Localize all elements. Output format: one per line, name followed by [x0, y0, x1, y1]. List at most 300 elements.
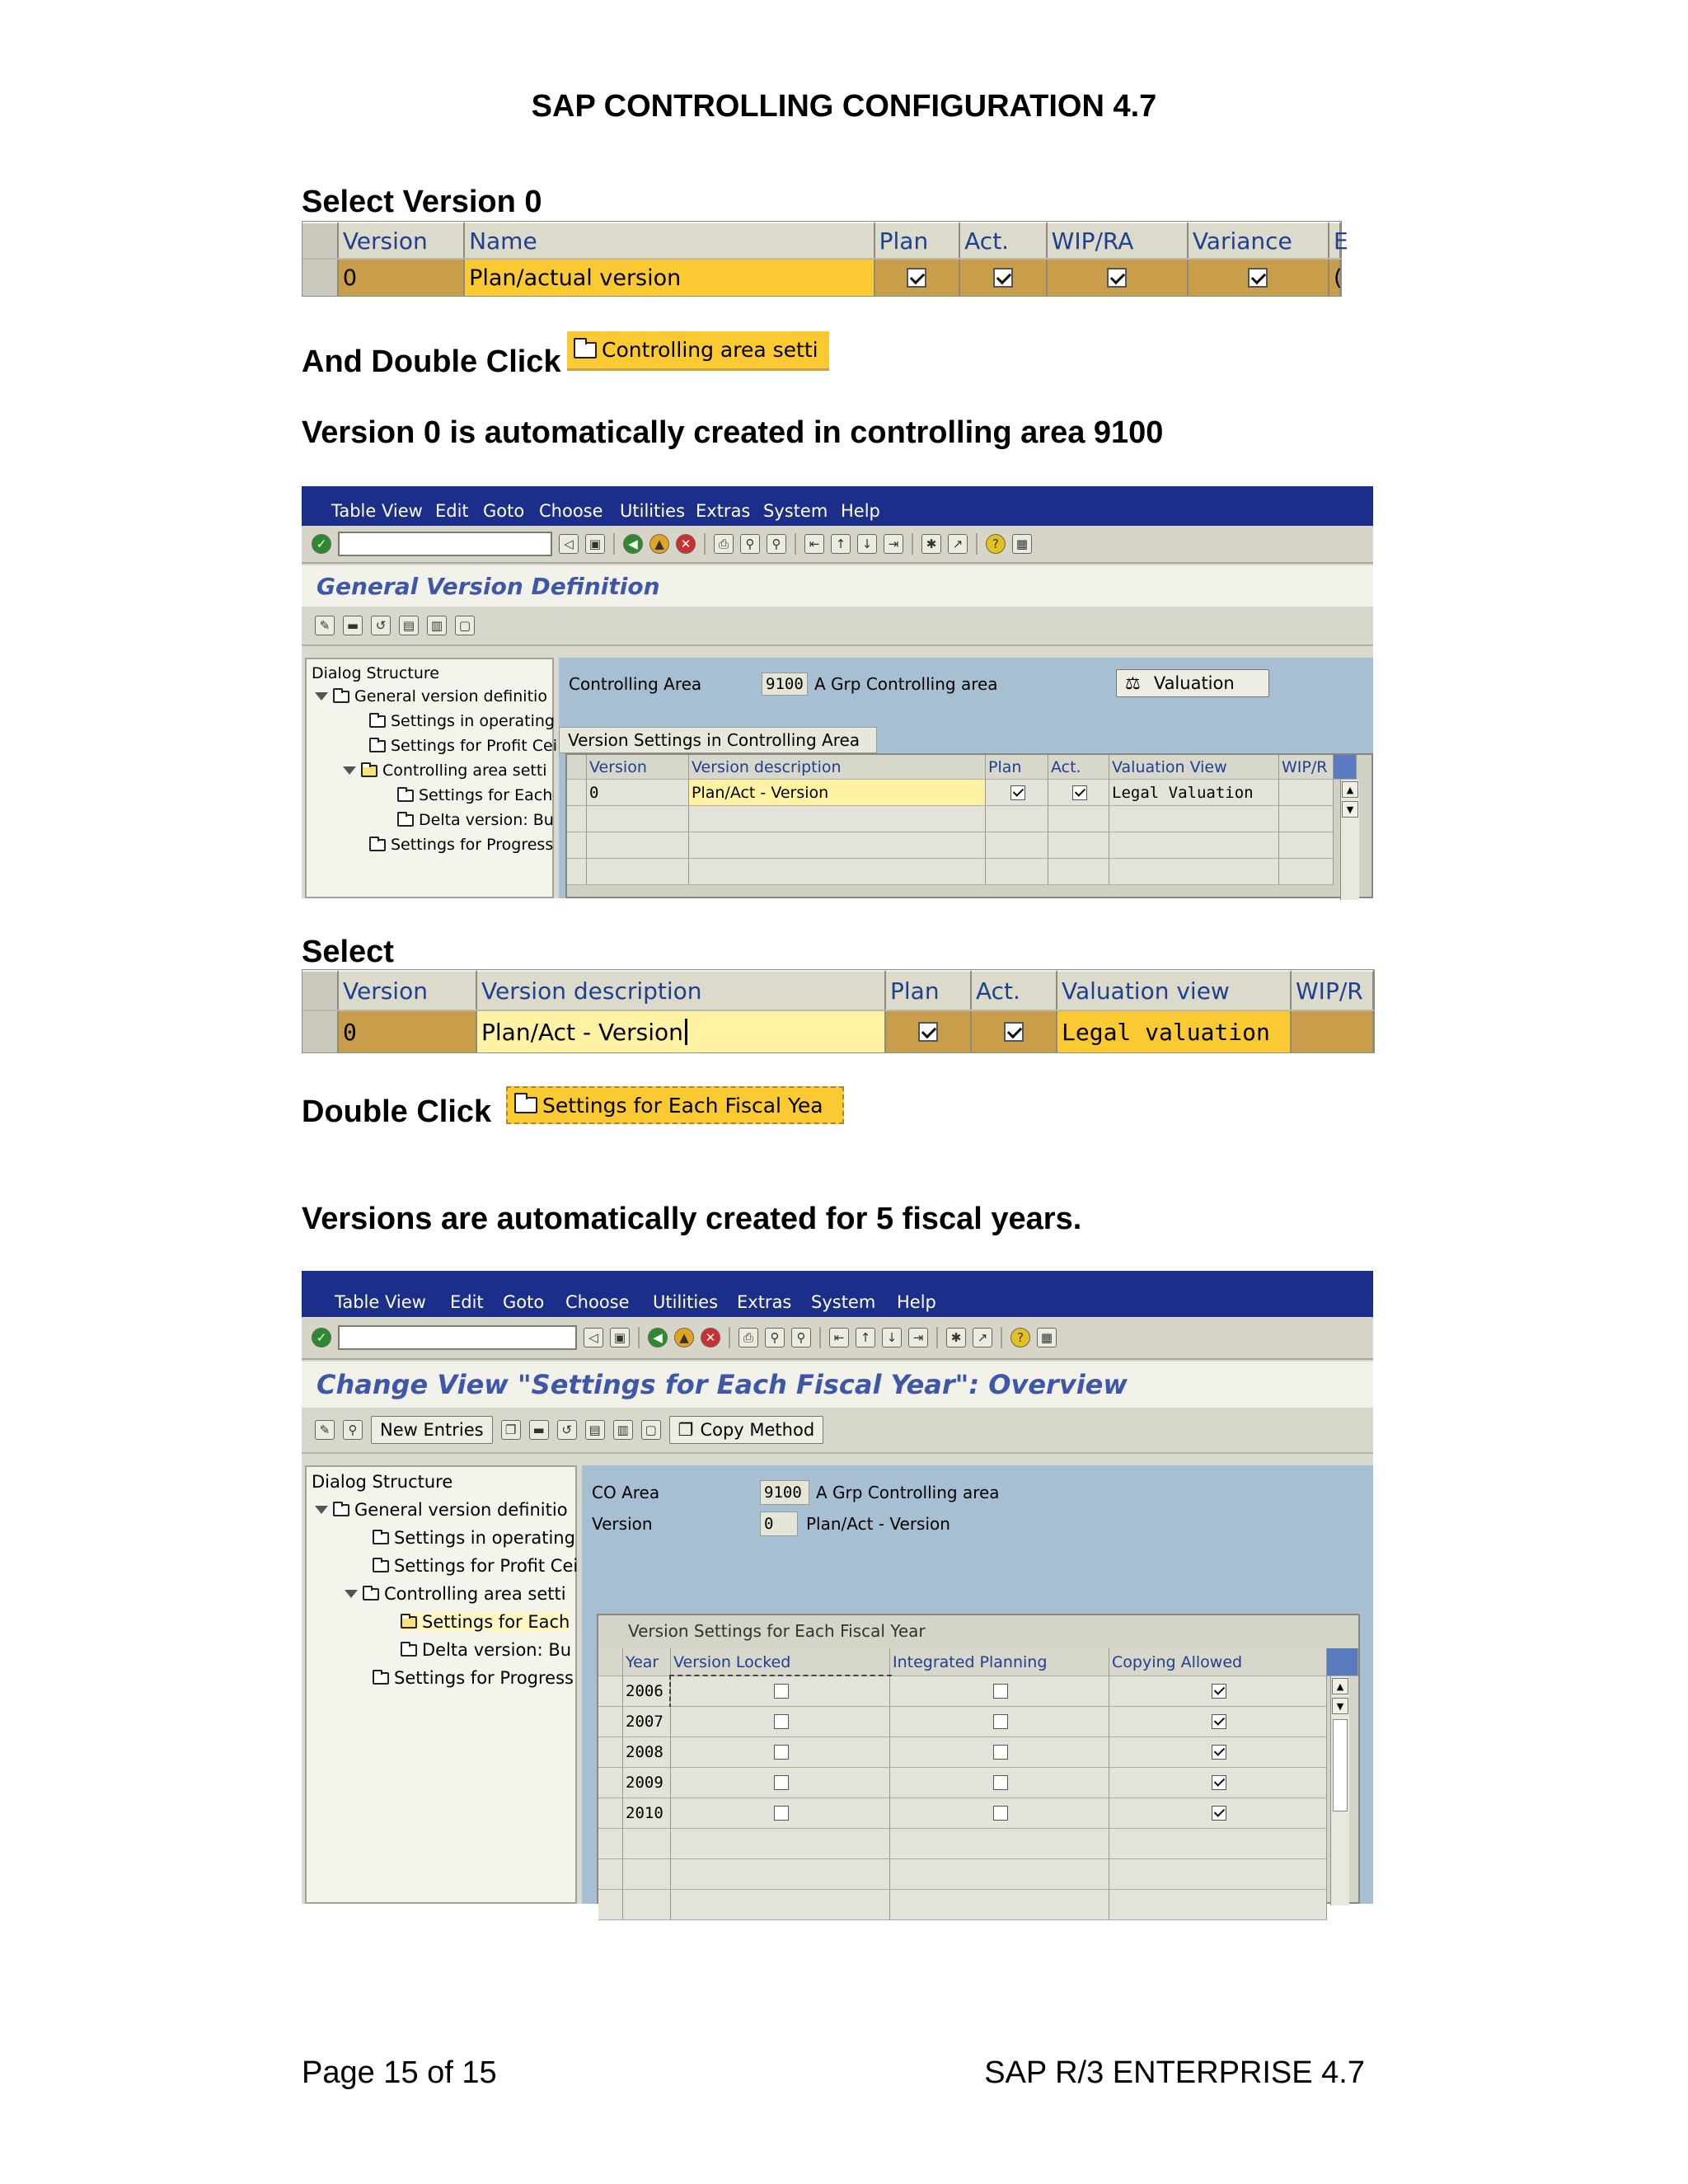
grid-title: Version Settings for Each Fiscal Year	[628, 1621, 926, 1641]
version-cell[interactable]: 0	[587, 780, 689, 806]
tree-node-label: Settings for Each	[422, 1612, 570, 1632]
toolbar-separator	[638, 1327, 640, 1348]
year-cell[interactable]: 2008	[623, 1737, 671, 1768]
print-icon[interactable]: ⎙	[738, 1328, 758, 1347]
help-icon[interactable]: ?	[986, 534, 1006, 554]
application-toolbar	[302, 1408, 1373, 1454]
copying-allowed-checkbox[interactable]	[1212, 1806, 1226, 1821]
change-display-icon[interactable]: ✎	[315, 616, 335, 635]
delete-icon[interactable]: ▬	[343, 616, 363, 635]
plan-checkbox[interactable]	[918, 1022, 938, 1042]
layout-menu-icon[interactable]: ▦	[1037, 1328, 1057, 1347]
col-year[interactable]: Year	[623, 1648, 671, 1676]
menu-choose[interactable]: Choose	[539, 501, 603, 521]
exit-icon[interactable]: ▲	[649, 534, 669, 554]
deselect-all-icon[interactable]: ▢	[455, 616, 475, 635]
scroll-up-icon[interactable]: ▲	[1332, 1678, 1348, 1694]
cancel-icon[interactable]: ✕	[701, 1328, 720, 1347]
create-session-icon[interactable]: ✱	[921, 534, 941, 554]
year-cell[interactable]: 2010	[623, 1798, 671, 1829]
toolbar-separator	[729, 1327, 730, 1348]
vertical-scrollbar[interactable]	[1340, 780, 1359, 900]
col-valuation-view[interactable]: Valuation view	[1057, 970, 1292, 1010]
act-cell	[1048, 780, 1109, 806]
copying-allowed-cell	[1109, 1829, 1327, 1859]
scroll-up-icon[interactable]: ▲	[1342, 781, 1358, 798]
table-row[interactable]	[302, 260, 1341, 296]
plan-checkbox[interactable]	[1010, 785, 1025, 800]
back-icon[interactable]: ◀	[648, 1328, 668, 1347]
table-row[interactable]	[598, 1890, 1327, 1920]
tree-node-delta-version[interactable]	[397, 811, 554, 829]
version-label: Version	[592, 1514, 653, 1534]
menu-edit[interactable]: Edit	[450, 1292, 484, 1312]
standard-toolbar	[302, 526, 1373, 564]
create-session-icon[interactable]: ✱	[946, 1328, 966, 1347]
wip-checkbox[interactable]	[1107, 268, 1127, 288]
sap-window-fiscal-year-overview	[302, 1271, 1373, 1904]
enter-icon[interactable]: ✓	[312, 534, 331, 554]
row-selector[interactable]	[598, 1890, 623, 1920]
table-row[interactable]	[567, 859, 1334, 885]
tree-node-label: Settings for Each	[419, 786, 553, 804]
copying-allowed-cell	[1109, 1890, 1327, 1920]
sap-window-general-version-definition	[302, 486, 1373, 898]
version-locked-cell	[671, 1890, 890, 1920]
expand-icon[interactable]	[343, 766, 356, 775]
version-description-strip	[302, 969, 1375, 1053]
delete-icon[interactable]: ▬	[529, 1420, 549, 1440]
table-row[interactable]	[598, 1737, 1327, 1768]
col-plan[interactable]: Plan	[886, 970, 972, 1010]
copy-as-icon[interactable]: ❐	[501, 1420, 521, 1440]
controlling-area-settings-node[interactable]	[567, 331, 829, 371]
main-area	[559, 658, 1373, 898]
table-row[interactable]	[598, 1798, 1327, 1829]
back-arrow-icon[interactable]: ◁	[584, 1328, 603, 1347]
integrated-planning-cell	[890, 1859, 1109, 1890]
back-arrow-icon[interactable]: ◁	[559, 534, 579, 554]
table-row[interactable]	[567, 806, 1334, 832]
undo-icon[interactable]: ↺	[371, 616, 391, 635]
find-next-icon[interactable]: ⚲	[791, 1328, 811, 1347]
co-area-description: A Grp Controlling area	[814, 674, 998, 694]
version-locked-cell	[671, 1707, 890, 1737]
col-truncated[interactable]: E	[1329, 222, 1341, 258]
tree-node-settings-progress[interactable]	[373, 1668, 574, 1688]
tree-node-label: Settings for Progress	[391, 836, 554, 854]
dialog-structure-panel	[305, 1465, 577, 1904]
plan-cell	[886, 1011, 972, 1052]
col-wip-r[interactable]: WIP/R	[1279, 755, 1334, 780]
select-block-icon[interactable]: ▥	[427, 616, 447, 635]
col-variance[interactable]: Variance	[1189, 222, 1329, 258]
col-act[interactable]: Act.	[1048, 755, 1109, 780]
plan-cell	[986, 780, 1048, 806]
screen-title: General Version Definition	[302, 565, 1373, 607]
menu-bar	[302, 486, 1373, 526]
table-settings-icon[interactable]	[1334, 755, 1357, 780]
row-selector[interactable]	[598, 1768, 623, 1798]
col-version-description[interactable]: Version description	[689, 755, 986, 780]
folder-icon	[373, 1560, 389, 1572]
new-entries-button[interactable]: New Entries	[371, 1416, 493, 1444]
step-select: Select	[302, 935, 394, 969]
screen-title: Change View "Settings for Each Fiscal Year": Overview	[302, 1361, 1373, 1408]
version-cell[interactable]: 0	[339, 1011, 477, 1052]
version-locked-cell	[671, 1829, 890, 1859]
change-display-icon[interactable]: ✎	[315, 1420, 335, 1440]
version-description-value: Plan/Act - Version	[481, 1018, 683, 1046]
variance-cell	[1189, 260, 1329, 296]
version-locked-checkbox[interactable]	[774, 1684, 789, 1699]
undo-icon[interactable]: ↺	[557, 1420, 577, 1440]
folder-icon	[369, 839, 386, 851]
toolbar-separator	[795, 533, 796, 555]
tree-node-label: Settings in operating	[391, 712, 555, 730]
copying-allowed-checkbox[interactable]	[1212, 1714, 1226, 1729]
settings-each-fiscal-year-node[interactable]	[506, 1086, 844, 1124]
copying-allowed-cell	[1109, 1737, 1327, 1768]
co-area-value[interactable]: 9100	[760, 1480, 809, 1505]
menu-choose[interactable]: Choose	[565, 1292, 630, 1312]
folder-icon	[369, 740, 386, 752]
col-version[interactable]: Version	[339, 222, 465, 258]
row-selector-header	[302, 970, 339, 1010]
cancel-icon[interactable]: ✕	[676, 534, 696, 554]
folder-icon	[373, 1672, 389, 1685]
table-row[interactable]	[598, 1829, 1327, 1859]
version-locked-checkbox[interactable]	[774, 1745, 789, 1760]
version-locked-checkbox[interactable]	[774, 1806, 789, 1821]
help-icon[interactable]: ?	[1010, 1328, 1030, 1347]
tree-node-label: Delta version: Bu	[422, 1640, 572, 1660]
act-checkbox[interactable]	[993, 268, 1013, 288]
co-area-description: A Grp Controlling area	[816, 1483, 1000, 1502]
col-act[interactable]: Act.	[960, 222, 1048, 258]
wip-cell[interactable]	[1279, 780, 1334, 806]
year-cell[interactable]: 2006	[623, 1676, 671, 1707]
print-icon[interactable]: ⎙	[714, 534, 734, 554]
integrated-planning-checkbox[interactable]	[993, 1745, 1008, 1760]
folder-icon	[363, 1588, 379, 1601]
layout-menu-icon[interactable]: ▦	[1012, 534, 1032, 554]
col-copying-allowed[interactable]: Copying Allowed	[1109, 1648, 1327, 1676]
version-locked-cell	[671, 1737, 890, 1768]
menu-table-view[interactable]: Table View	[335, 1292, 426, 1312]
integrated-planning-checkbox[interactable]	[993, 1684, 1008, 1699]
folder-icon	[574, 342, 597, 359]
scroll-down-icon[interactable]: ▼	[1332, 1698, 1348, 1714]
step-double-click-1: And Double Click	[302, 344, 561, 379]
integrated-planning-cell	[890, 1707, 1109, 1737]
shortcut-icon[interactable]: ↗	[973, 1328, 992, 1347]
row-selector[interactable]	[302, 260, 339, 296]
col-version[interactable]: Version	[587, 755, 689, 780]
tree-node-label: Controlling area setti	[384, 1584, 566, 1604]
previous-page-icon[interactable]: ↑	[856, 1328, 875, 1347]
col-valuation-view[interactable]: Valuation View	[1109, 755, 1279, 780]
command-field[interactable]	[338, 1325, 577, 1350]
integrated-planning-cell	[890, 1676, 1109, 1707]
copy-method-button[interactable]	[669, 1416, 824, 1444]
copying-allowed-checkbox[interactable]	[1212, 1775, 1226, 1790]
row-selector[interactable]	[598, 1707, 623, 1737]
scroll-down-icon[interactable]: ▼	[1342, 801, 1358, 818]
copying-allowed-cell	[1109, 1676, 1327, 1707]
dialog-structure-header: Dialog Structure	[312, 1472, 453, 1492]
row-selector-header	[302, 222, 339, 258]
plan-checkbox[interactable]	[907, 268, 926, 288]
menu-table-view[interactable]: Table View	[331, 501, 423, 521]
last-page-icon[interactable]: ⇥	[884, 534, 903, 554]
valuation-view-cell[interactable]: Legal valuation	[1057, 1011, 1292, 1052]
valuation-view-cell[interactable]: Legal Valuation	[1109, 780, 1279, 806]
tree-node-label: General version definitio	[354, 687, 547, 705]
tree-node-label: Settings in operating	[394, 1528, 575, 1548]
year-cell[interactable]	[623, 1859, 671, 1890]
co-area-label: Controlling Area	[569, 674, 702, 694]
next-page-icon[interactable]: ↓	[882, 1328, 902, 1347]
integrated-planning-checkbox[interactable]	[993, 1714, 1008, 1729]
last-page-icon[interactable]: ⇥	[908, 1328, 928, 1347]
grid-selector-header	[567, 755, 587, 780]
wip-cell	[1048, 260, 1189, 296]
tree-node-general-version[interactable]	[315, 1500, 568, 1520]
row-selector[interactable]	[598, 1798, 623, 1829]
save-icon[interactable]: ▣	[610, 1328, 630, 1347]
application-toolbar	[302, 607, 1373, 646]
save-icon[interactable]: ▣	[585, 534, 605, 554]
select-block-icon[interactable]: ▥	[613, 1420, 633, 1440]
next-page-icon[interactable]: ↓	[857, 534, 877, 554]
version-table-strip	[302, 221, 1348, 297]
name-cell[interactable]: Plan/actual version	[465, 260, 875, 296]
version-settings-grid	[565, 753, 1373, 898]
variance-checkbox[interactable]	[1248, 268, 1268, 288]
tree-node-settings-profit[interactable]	[373, 1556, 578, 1576]
expand-icon[interactable]	[315, 692, 328, 701]
folder-icon	[369, 715, 386, 728]
enter-icon[interactable]: ✓	[312, 1328, 331, 1347]
tree-node-controlling-area[interactable]	[343, 762, 547, 780]
deselect-all-icon[interactable]: ▢	[641, 1420, 661, 1440]
previous-page-icon[interactable]: ↑	[831, 534, 851, 554]
folder-icon	[514, 1097, 537, 1113]
footer-product: SAP R/3 ENTERPRISE 4.7	[984, 2055, 1365, 2090]
details-icon[interactable]: ⚲	[343, 1420, 363, 1440]
tree-node-settings-each[interactable]	[397, 786, 552, 804]
grid-header	[567, 755, 1357, 780]
first-page-icon[interactable]: ⇤	[829, 1328, 849, 1347]
tree-node-label: Delta version: Bu	[419, 811, 554, 829]
find-icon[interactable]: ⚲	[765, 1328, 785, 1347]
footer-page-number: Page 15 of 15	[302, 2055, 497, 2090]
strip-header	[302, 970, 1374, 1010]
act-cell	[972, 1011, 1057, 1052]
tree-node-delta-version[interactable]	[401, 1640, 571, 1660]
menu-extras[interactable]: Extras	[696, 501, 751, 521]
wip-cell[interactable]	[1292, 1011, 1374, 1052]
version-cell[interactable]: 0	[339, 260, 465, 296]
act-checkbox[interactable]	[1004, 1022, 1024, 1042]
menu-bar	[302, 1271, 1373, 1317]
menu-extras[interactable]: Extras	[737, 1292, 792, 1312]
menu-system[interactable]: System	[811, 1292, 876, 1312]
menu-utilities[interactable]: Utilities	[620, 501, 686, 521]
tree-node-settings-each[interactable]	[401, 1612, 570, 1632]
copy-method-label: Copy Method	[700, 1420, 815, 1440]
year-cell[interactable]: 2009	[623, 1768, 671, 1798]
toolbar-separator	[613, 533, 615, 555]
row-selector[interactable]	[598, 1859, 623, 1890]
version-locked-checkbox[interactable]	[774, 1775, 789, 1790]
menu-system[interactable]: System	[763, 501, 828, 521]
col-integrated-planning[interactable]: Integrated Planning	[890, 1648, 1109, 1676]
expand-icon[interactable]	[315, 1506, 328, 1514]
exit-icon[interactable]: ▲	[674, 1328, 694, 1347]
copy-icon: ❐	[678, 1420, 694, 1440]
version-description-cell[interactable]	[477, 1011, 886, 1052]
integrated-planning-checkbox[interactable]	[993, 1806, 1008, 1821]
tree-node-general-version[interactable]	[315, 687, 547, 705]
co-area-value[interactable]: 9100	[762, 673, 808, 696]
version-description-cell[interactable]: Plan/Act - Version	[689, 780, 986, 806]
table-row[interactable]	[598, 1676, 1327, 1707]
tree-node-label: Controlling area setti	[382, 762, 547, 780]
standard-toolbar	[302, 1317, 1373, 1360]
toolbar-separator	[936, 1327, 938, 1348]
open-folder-icon	[401, 1616, 417, 1629]
year-cell[interactable]: 2007	[623, 1707, 671, 1737]
col-act[interactable]: Act.	[972, 970, 1057, 1010]
valuation-icon: ⚖	[1125, 673, 1141, 693]
year-cell[interactable]	[623, 1890, 671, 1920]
grid-selector-header	[598, 1648, 623, 1676]
col-wip-r[interactable]: WIP/R	[1292, 970, 1374, 1010]
integrated-planning-cell	[890, 1768, 1109, 1798]
step-double-click-2: Double Click	[302, 1094, 492, 1129]
row-selector[interactable]	[598, 1676, 623, 1707]
toolbar-separator	[704, 533, 706, 555]
find-next-icon[interactable]: ⚲	[767, 534, 786, 554]
menu-help[interactable]: Help	[897, 1292, 936, 1312]
main-area	[582, 1465, 1373, 1904]
controlling-area-settings-label: Controlling area setti	[602, 338, 818, 362]
copying-allowed-cell	[1109, 1798, 1327, 1829]
version-value[interactable]: 0	[760, 1511, 798, 1536]
col-version-locked[interactable]: Version Locked	[671, 1648, 890, 1676]
copying-allowed-checkbox[interactable]	[1212, 1745, 1226, 1760]
row-selector[interactable]	[598, 1829, 623, 1859]
co-area-label: CO Area	[592, 1483, 660, 1502]
tree-node-label: General version definitio	[354, 1500, 568, 1520]
document-title: SAP CONTROLLING CONFIGURATION 4.7	[531, 89, 1157, 124]
copying-allowed-checkbox[interactable]	[1212, 1684, 1226, 1699]
menu-goto[interactable]: Goto	[503, 1292, 545, 1312]
col-version-description[interactable]: Version description	[477, 970, 886, 1010]
vertical-scrollbar[interactable]	[1330, 1676, 1349, 1905]
tree-node-label: Settings for Progress	[394, 1668, 574, 1688]
tree-node-controlling-area[interactable]	[345, 1584, 566, 1604]
folder-icon	[397, 790, 414, 802]
dialog-structure-panel	[305, 658, 557, 898]
table-row[interactable]	[567, 832, 1334, 859]
command-field[interactable]	[338, 532, 552, 556]
act-cell	[960, 260, 1047, 296]
table-row[interactable]	[598, 1768, 1327, 1798]
version-locked-checkbox[interactable]	[774, 1714, 789, 1729]
year-cell[interactable]	[623, 1829, 671, 1859]
step-select-version: Select Version 0	[302, 185, 542, 219]
shortcut-icon[interactable]: ↗	[948, 534, 968, 554]
row-selector[interactable]	[567, 780, 587, 806]
col-plan[interactable]: Plan	[986, 755, 1048, 780]
integrated-planning-cell	[890, 1890, 1109, 1920]
col-version[interactable]: Version	[339, 970, 477, 1010]
tree-node-settings-profit[interactable]	[369, 737, 557, 755]
grid-header	[598, 1648, 1358, 1676]
table-settings-icon[interactable]	[1327, 1648, 1358, 1676]
step-version-created: Version 0 is automatically created in controlling area 9100	[302, 415, 1164, 450]
tree-node-settings-operating[interactable]	[373, 1528, 575, 1548]
back-icon[interactable]: ◀	[623, 534, 643, 554]
act-checkbox[interactable]	[1072, 785, 1087, 800]
tab-version-settings[interactable]: Version Settings in Controlling Area	[559, 727, 877, 753]
menu-help[interactable]: Help	[841, 501, 880, 521]
toolbar-separator	[912, 533, 913, 555]
settings-each-fiscal-year-label: Settings for Each Fiscal Yea	[542, 1093, 823, 1118]
integrated-planning-cell	[890, 1829, 1109, 1859]
menu-goto[interactable]: Goto	[483, 501, 525, 521]
step-versions-created: Versions are automatically created for 5 fiscal years.	[302, 1202, 1082, 1236]
select-all-icon[interactable]: ▤	[585, 1420, 605, 1440]
row-selector[interactable]	[598, 1737, 623, 1768]
col-plan[interactable]: Plan	[875, 222, 961, 258]
table-row[interactable]	[302, 1011, 1374, 1052]
col-wip-ra[interactable]: WIP/RA	[1048, 222, 1189, 258]
table-row[interactable]	[598, 1707, 1327, 1737]
toolbar-separator	[1001, 1327, 1002, 1348]
menu-edit[interactable]: Edit	[435, 501, 469, 521]
menu-utilities[interactable]: Utilities	[653, 1292, 719, 1312]
text-cursor	[685, 1019, 687, 1045]
integrated-planning-cell	[890, 1798, 1109, 1829]
row-selector[interactable]	[302, 1011, 339, 1052]
version-description: Plan/Act - Version	[806, 1514, 950, 1534]
folder-icon	[397, 814, 414, 827]
copying-allowed-cell	[1109, 1707, 1327, 1737]
toolbar-separator	[819, 1327, 821, 1348]
version-locked-cell	[671, 1768, 890, 1798]
select-all-icon[interactable]: ▤	[399, 616, 419, 635]
tree-node-settings-operating[interactable]	[369, 712, 555, 730]
scroll-thumb[interactable]	[1333, 1719, 1348, 1811]
find-icon[interactable]: ⚲	[740, 534, 760, 554]
expand-icon[interactable]	[345, 1590, 358, 1598]
version-locked-cell	[671, 1676, 890, 1707]
first-page-icon[interactable]: ⇤	[804, 534, 824, 554]
table-row[interactable]	[567, 780, 1334, 806]
table-row[interactable]	[598, 1859, 1327, 1890]
integrated-planning-checkbox[interactable]	[993, 1775, 1008, 1790]
copying-allowed-cell	[1109, 1859, 1327, 1890]
col-name[interactable]: Name	[465, 222, 875, 258]
tree-node-label: Settings for Profit Cei	[391, 737, 557, 755]
tree-node-settings-progress[interactable]	[369, 836, 553, 854]
valuation-button[interactable]	[1116, 669, 1269, 697]
trailing-cell: (	[1329, 260, 1341, 296]
